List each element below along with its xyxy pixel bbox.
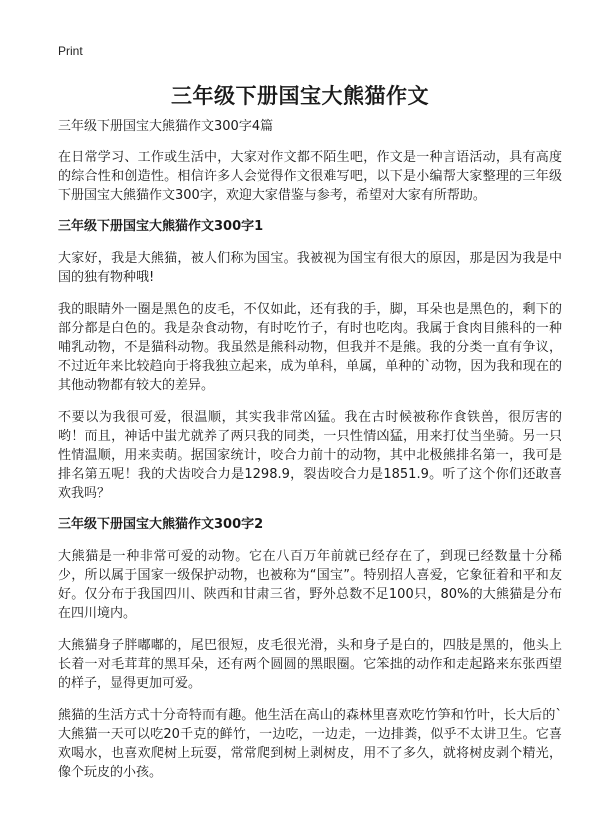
- section-2-paragraph-3: 熊猫的生活方式十分奇特而有趣。他生活在高山的森林里喜欢吃竹笋和竹叶，长大后的`大熊猫一天可以吃20千克的鲜竹，一边吃，一边走，一边排粪，似乎不太讲卫生。它喜欢喝水，也喜欢爬树上玩耍，常常爬到树上剥树皮，用不了多久，就将树皮剥个精光，像个玩皮的小孩。: [58, 708, 562, 780]
- document-subtitle: 三年级下册国宝大熊猫作文300字4篇: [58, 119, 274, 134]
- section-heading-2: 三年级下册国宝大熊猫作文300字2: [58, 517, 264, 532]
- section-2-paragraph-1: 大熊猫是一种非常可爱的动物。它在八百万年前就已经存在了，到现已经数量十分稀少，所以属于国家一级保护动物，也被称为“国宝”。特别招人喜爱，它象征着和平和友好。仅分布于我国四川、陕西和甘肃三省，野外总数不足100只，80%的大熊猫是分布在四川境内。: [58, 549, 562, 621]
- section-1-paragraph-1: 大家好，我是大熊猫，被人们称为国宝。我被视为国宝有很大的原因，那是因为我是中国的独有物种哦!: [58, 251, 562, 285]
- section-1-paragraph-2: 我的眼睛外一圈是黑色的皮毛，不仅如此，还有我的手，脚，耳朵也是黑色的，剩下的部分都是白色的。我是杂食动物，有时吃竹子，有时也吃肉。我属于食肉目熊科的一种哺乳动物，不是猫科动物。我虽然是熊科动物，但我并不是熊。我的分类一直有争议，不过近年来比较趋向于将我独立起来，成为单科，单属，单种的`动物，因为我和现在的其他动物都有较大的差异。: [58, 302, 562, 393]
- document-body: [58, 118, 562, 795]
- print-link[interactable]: Print: [58, 44, 83, 58]
- section-heading-1: 三年级下册国宝大熊猫作文300字1: [58, 219, 264, 234]
- section-1-paragraph-3: 不要以为我很可爱，很温顺，其实我非常凶猛。我在古时候被称作食铁兽，很厉害的哟！而且，神话中蚩尤就养了两只我的同类，一只性情凶猛，用来打仗当坐骑。另一只性情温顺，用来卖萌。据国家统计，咬合力前十的动物，其中北极熊排名第一，我可是排名第五呢！我的犬齿咬合力是1298.9，裂齿咬合力是1851.9。听了这个你们还敢喜欢我吗？: [58, 410, 562, 501]
- section-2-paragraph-2: 大熊猫身子胖嘟嘟的，尾巴很短，皮毛很光滑，头和身子是白的，四肢是黑的，他头上长着一对毛茸茸的黑耳朵，还有两个圆圆的黑眼圈。它笨拙的动作和走起路来东张西望的样子，显得更加可爱。: [58, 638, 562, 691]
- document-title: 三年级下册国宝大熊猫作文: [171, 84, 429, 108]
- intro-paragraph: 在日常学习、工作或生活中，大家对作文都不陌生吧，作文是一种言语活动，具有高度的综合性和创造性。相信许多人会觉得作文很难写吧，以下是小编帮大家整理的三年级下册国宝大熊猫作文300字，欢迎大家借鉴与参考，希望对大家有所帮助。: [58, 150, 562, 203]
